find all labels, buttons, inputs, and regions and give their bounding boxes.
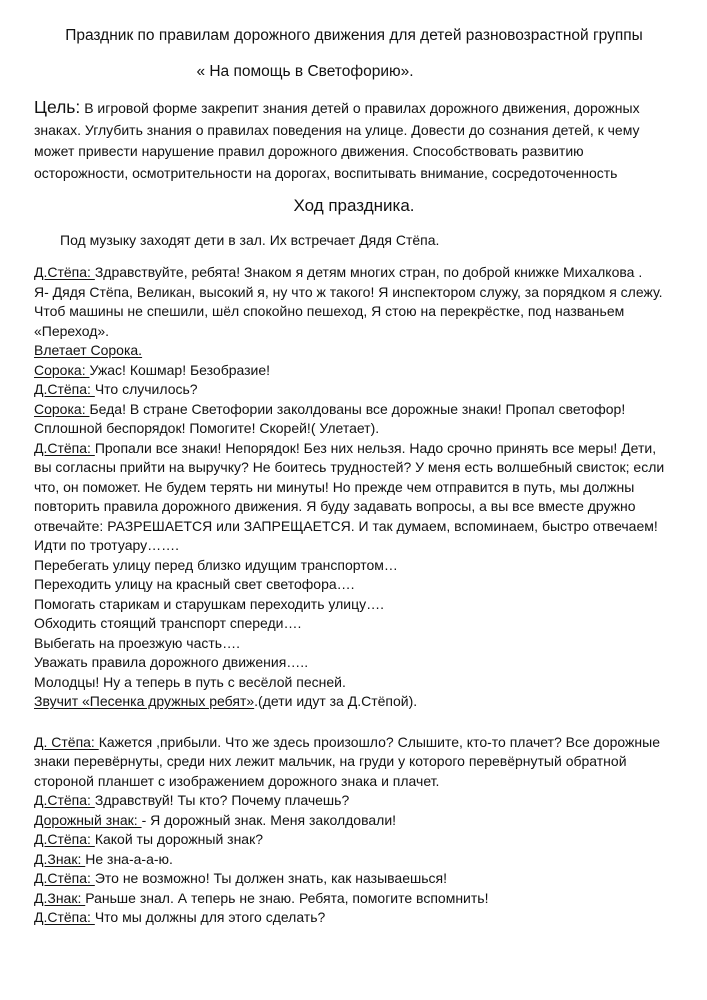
speaker-label: Д.Стёпа: <box>34 381 95 397</box>
dialogue-line: Звучит «Песенка дружных ребят».(дети идут за Д.Стёпой). <box>34 693 418 709</box>
document-title: Праздник по правилам дорожного движения для детей разновозрастной группы <box>65 27 643 44</box>
dialogue-line: Молодцы! Ну а теперь в путь с весёлой песней. <box>34 673 346 690</box>
speaker-label: Звучит «Песенка дружных ребят» <box>34 693 255 709</box>
speaker-label: Д.Стёпа: <box>34 831 95 847</box>
speaker-label: Д.Стёпа: <box>34 870 95 886</box>
speaker-label: Сорока: <box>34 400 90 417</box>
speaker-label: Влетает Сорока. <box>34 342 143 358</box>
speaker-label: Д.Стёпа: <box>34 909 95 925</box>
dialogue-line: Дорожный знак: - Я дорожный знак. Меня заколдовали! <box>34 811 397 828</box>
goal-label: Цель: <box>34 97 81 117</box>
speaker-label: Д.Стёпа: <box>34 439 95 456</box>
dialogue-line: Д.Знак: Раньше знал. А теперь не знаю. Ребята, помогите вспомнить! <box>34 889 489 906</box>
speaker-label: Д.Стёпа: <box>34 792 95 808</box>
dialogue-list <box>34 263 674 928</box>
dialogue-line: Сорока: Ужас! Кошмар! Безобразие! <box>34 361 271 378</box>
speaker-label: Д.Знак: <box>34 889 86 906</box>
dialogue-line: Я- Дядя Стёпа, Великан, высокий я, ну что ж такого! Я инспектором служу, за порядком я слежу. Чтоб машины не спешили, шёл спокойно пешеход, Я стою на перекрёстке, под названьем «Переход». <box>34 283 663 339</box>
dialogue-line: Д.Стёпа: Здравствуйте, ребята! Знаком я детям многих стран, по доброй книжке Михалкова . <box>34 264 643 280</box>
speaker-label: Сорока: <box>34 361 90 378</box>
dialogue-line <box>34 341 674 361</box>
dialogue-line: Выбегать на проезжую часть…. <box>34 634 240 651</box>
dialogue-line: Д.Стёпа: Какой ты дорожный знак? <box>34 831 263 847</box>
dialogue-line: Переходить улицу на красный свет светофора…. <box>34 576 355 592</box>
dialogue-line: Идти по тротуару……. <box>34 537 180 553</box>
goal-paragraph <box>34 97 674 184</box>
speaker-label: Дорожный знак: <box>34 811 142 828</box>
speaker-label: Д.Знак: <box>34 850 86 867</box>
dialogue-line: Д.Знак: Не зна-а-а-ю. <box>34 850 173 867</box>
section-heading: Ход праздника. <box>293 196 415 215</box>
document-subtitle: « На помощь в Светофорию». <box>196 63 414 80</box>
dialogue-line: Обходить стоящий транспорт спереди…. <box>34 615 302 631</box>
dialogue-line: Д.Стёпа: Что мы должны для этого сделать? <box>34 909 326 925</box>
dialogue-line: Д.Стёпа: Что случилось? <box>34 381 198 397</box>
dialogue-line: Перебегать улицу перед близко идущим транспортом… <box>34 556 398 573</box>
dialogue-line: Помогать старикам и старушкам переходить улицу…. <box>34 595 384 612</box>
dialogue-line: Сорока: Беда! В стране Светофории заколдованы все дорожные знаки! Пропал светофор! Сплошной беспорядок! Помогите! Скорей!( Улетает). <box>34 400 626 436</box>
dialogue-line: Д.Стёпа: Пропали все знаки! Непорядок! Без них нельзя. Надо срочно принять все меры! Дети, вы согласны прийти на выручку? Не боитесь трудностей? У меня есть волшебный свисток; если что, он поможет. Не будем терять ни минуты! Но прежде чем отправится в путь, мы должны повторить правила дорожного движения. Я буду задавать вопросы, а вы все вместе дружно отвечайте: РАЗРЕШАЕТСЯ или ЗАПРЕЩАЕТСЯ. И так думаем, вспоминаем, быстро отвечаем! <box>34 439 665 534</box>
dialogue-line: Д. Стёпа: Кажется ,прибыли. Что же здесь произошло? Слышите, кто-то плачет? Все дорожные знаки перевёрнуты, среди них лежит мальчик, на груди у которого перевёрнутый обратной стороной планшет с изображением дорожного знака и плачет. <box>34 733 660 789</box>
intro-paragraph: Под музыку заходят дети в зал. Их встречает Дядя Стёпа. <box>60 232 440 248</box>
speaker-label: Д. Стёпа: <box>34 733 99 750</box>
goal-text: В игровой форме закрепит знания детей о правилах дорожного движения, дорожных знаках. Углубить знания о правилах поведения на улице. Довести до сознания детей, к чему может привести нарушение правил дорожного движения. Способствовать развитию осторожности, осмотрительности на дорогах, воспитывать внимание, сосредоточенность <box>34 100 640 181</box>
speaker-label: Д.Стёпа: <box>34 264 95 280</box>
dialogue-line: Уважать правила дорожного движения….. <box>34 654 309 670</box>
dialogue-line: Д.Стёпа: Это не возможно! Ты должен знать, как называешься! <box>34 870 447 886</box>
dialogue-line: Д.Стёпа: Здравствуй! Ты кто? Почему плачешь? <box>34 792 350 808</box>
